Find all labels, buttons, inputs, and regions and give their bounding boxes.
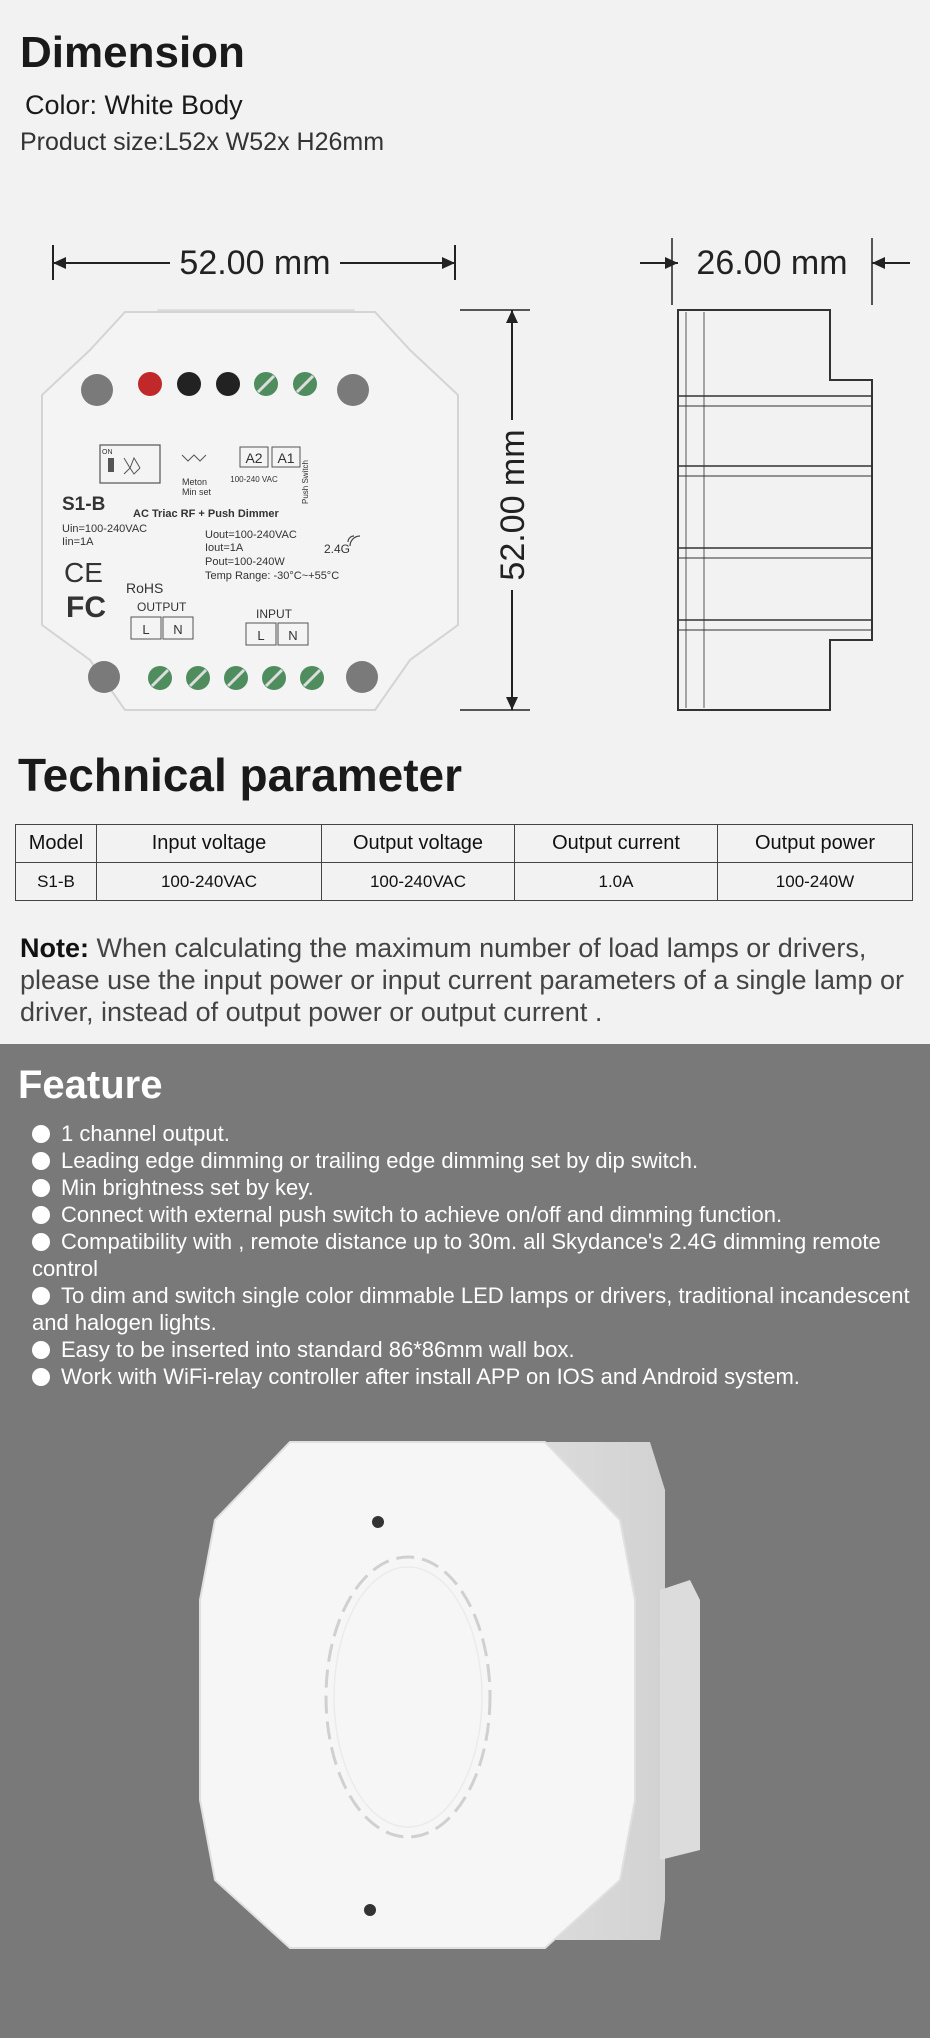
device-front-diagram bbox=[0, 220, 560, 740]
terminal-black-icon bbox=[177, 372, 201, 396]
feature-list bbox=[32, 1120, 912, 1390]
bullet-icon bbox=[32, 1206, 50, 1224]
device-back-image bbox=[190, 1430, 730, 1960]
list-item: Connect with external push switch to achieve on/off and dimming function. bbox=[32, 1201, 912, 1228]
col-output-power: Output power bbox=[718, 825, 913, 863]
svg-text:AC Triac RF + Push Dimmer: AC Triac RF + Push Dimmer bbox=[133, 508, 279, 520]
svg-text:Meton: Meton bbox=[182, 477, 208, 487]
svg-text:Uin=100-240VAC: Uin=100-240VAC bbox=[62, 523, 148, 535]
svg-text:Min set: Min set bbox=[182, 487, 212, 497]
svg-text:L: L bbox=[142, 622, 150, 637]
cell-output-voltage: 100-240VAC bbox=[322, 863, 515, 901]
svg-text:Pout=100-240W: Pout=100-240W bbox=[205, 556, 285, 568]
note-text: When calculating the maximum number of load lamps or drivers, please use the input power or input current parameters of a single lamp or driver, instead of output power or output current . bbox=[20, 933, 904, 1027]
svg-text:A1: A1 bbox=[277, 450, 295, 466]
svg-text:N: N bbox=[288, 628, 298, 643]
svg-text:INPUT: INPUT bbox=[256, 607, 292, 621]
device-side-diagram bbox=[620, 220, 920, 740]
col-model: Model bbox=[16, 825, 97, 863]
depth-label: 26.00 mm bbox=[696, 244, 848, 282]
device-back-face bbox=[200, 1442, 635, 1948]
terminal-red-icon bbox=[138, 372, 162, 396]
mount-hole-icon bbox=[88, 661, 120, 693]
bullet-icon bbox=[32, 1233, 50, 1251]
svg-text:Iout=1A: Iout=1A bbox=[205, 542, 244, 554]
height-label: 52.00 mm bbox=[494, 429, 532, 581]
col-output-voltage: Output voltage bbox=[322, 825, 515, 863]
mount-hole-icon bbox=[81, 374, 113, 406]
technical-title: Technical parameter bbox=[18, 749, 463, 801]
list-item: Min brightness set by key. bbox=[32, 1174, 912, 1201]
bullet-icon bbox=[32, 1287, 50, 1305]
ce-mark: CE bbox=[64, 557, 103, 588]
svg-text:2.4G: 2.4G bbox=[324, 542, 351, 556]
mount-hole-icon bbox=[346, 661, 378, 693]
bullet-icon bbox=[32, 1152, 50, 1170]
cell-output-current: 1.0A bbox=[515, 863, 718, 901]
mount-hole-icon bbox=[337, 374, 369, 406]
svg-text:OUTPUT: OUTPUT bbox=[137, 600, 187, 614]
color-line: Color: White Body bbox=[25, 90, 243, 120]
model-label: S1-B bbox=[62, 494, 106, 515]
bullet-icon bbox=[32, 1341, 50, 1359]
table-header-row bbox=[16, 825, 913, 863]
list-item: 1 channel output. bbox=[32, 1120, 912, 1147]
svg-text:Iin=1A: Iin=1A bbox=[62, 536, 94, 548]
svg-text:L: L bbox=[257, 628, 265, 643]
note-paragraph bbox=[20, 932, 920, 1028]
note-label: Note: bbox=[20, 933, 89, 963]
cell-output-power: 100-240W bbox=[718, 863, 913, 901]
rohs-mark: RoHS bbox=[126, 580, 164, 596]
bullet-icon bbox=[32, 1179, 50, 1197]
svg-text:Temp Range: -30°C~+55°C: Temp Range: -30°C~+55°C bbox=[205, 570, 340, 582]
fc-mark: FC bbox=[66, 591, 106, 624]
cell-input-voltage: 100-240VAC bbox=[97, 863, 322, 901]
list-item: Work with WiFi-relay controller after install APP on IOS and Android system. bbox=[32, 1363, 912, 1390]
col-output-current: Output current bbox=[515, 825, 718, 863]
feature-title: Feature bbox=[18, 1063, 163, 1107]
col-input-voltage: Input voltage bbox=[97, 825, 322, 863]
list-item: Leading edge dimming or trailing edge dimming set by dip switch. bbox=[32, 1147, 912, 1174]
cell-model: S1-B bbox=[16, 863, 97, 901]
screw-hole-icon bbox=[364, 1904, 376, 1916]
width-label: 52.00 mm bbox=[179, 244, 331, 282]
svg-text:Uout=100-240VAC: Uout=100-240VAC bbox=[205, 529, 297, 541]
dimension-title: Dimension bbox=[20, 28, 245, 77]
bullet-icon bbox=[32, 1125, 50, 1143]
svg-text:N: N bbox=[173, 622, 183, 637]
table-row bbox=[16, 863, 913, 901]
side-outline bbox=[678, 310, 872, 710]
size-line: Product size:L52x W52x H26mm bbox=[20, 128, 385, 156]
svg-text:100-240 VAC: 100-240 VAC bbox=[230, 475, 278, 484]
spec-table bbox=[15, 824, 913, 901]
list-item: Easy to be inserted into standard 86*86mm wall box. bbox=[32, 1336, 912, 1363]
list-item: To dim and switch single color dimmable LED lamps or drivers, traditional incandescent and halogen lights. bbox=[32, 1283, 910, 1335]
svg-text:Push Switch: Push Switch bbox=[301, 459, 310, 505]
bullet-icon bbox=[32, 1368, 50, 1386]
terminal-black-icon bbox=[216, 372, 240, 396]
screw-hole-icon bbox=[372, 1516, 384, 1528]
list-item: Compatibility with , remote distance up to 30m. all Skydance's 2.4G dimming remote control bbox=[32, 1229, 881, 1281]
svg-text:ON: ON bbox=[102, 449, 113, 456]
svg-text:A2: A2 bbox=[245, 450, 263, 466]
